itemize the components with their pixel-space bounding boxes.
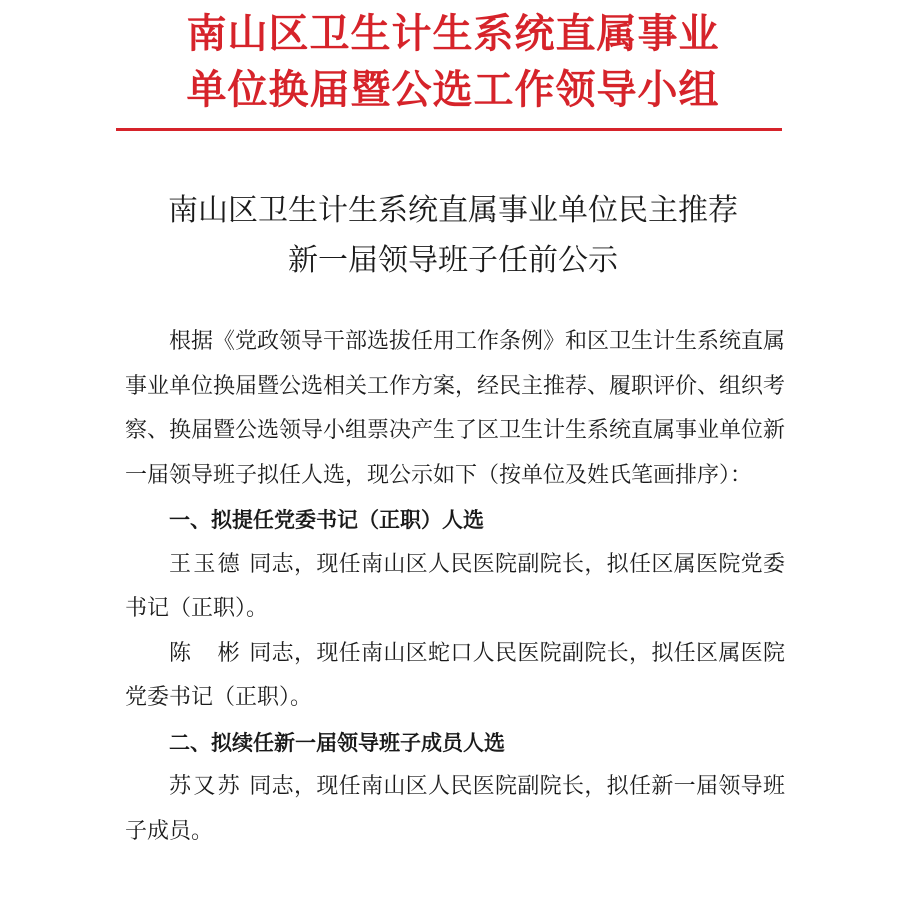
notice-title-line-2: 新一届领导班子任前公示	[288, 243, 618, 278]
issuing-organization-header	[0, 6, 906, 118]
red-header-divider	[116, 128, 782, 131]
candidate-entry	[125, 765, 785, 854]
section-1-heading: 一、拟提任党委书记（正职）人选	[169, 508, 484, 532]
candidate-name: 苏又苏	[169, 774, 242, 799]
notice-body	[125, 320, 785, 854]
org-header-line-1: 南山区卫生计生系统直属事业	[186, 10, 720, 57]
candidate-name: 王玉德	[169, 551, 242, 577]
intro-paragraph: 根据《党政领导干部选拔任用工作条例》和区卫生计生系统直属事业单位换届暨公选相关工作方案，经民主推荐、履职评价、组织考察、换届暨公选领导小组票决产生了区卫生计生系统直属事业单位新一届领导班子拟任人选，现公示如下（按单位及姓氏笔画排序）：	[125, 329, 786, 488]
org-header-line-2: 单位换届暨公选工作领导小组	[186, 66, 720, 113]
notice-title	[0, 186, 906, 286]
candidate-name: 陈 彬	[169, 640, 242, 666]
notice-title-line-1: 南山区卫生计生系统直属事业单位民主推荐	[168, 193, 738, 228]
candidate-description: 同志，现任南山区蛇口人民医院副院长，拟任区属医院党委书记（正职）。	[125, 640, 785, 710]
candidate-entry	[125, 632, 785, 721]
candidate-description: 同志，现任南山区人民医院副院长，拟任区属医院党委书记（正职）。	[125, 551, 785, 621]
candidate-entry	[125, 543, 785, 632]
section-2-heading: 二、拟续任新一届领导班子成员人选	[169, 730, 505, 755]
candidate-description: 同志，现任南山区人民医院副院长，拟任新一届领导班子成员。	[125, 774, 785, 844]
